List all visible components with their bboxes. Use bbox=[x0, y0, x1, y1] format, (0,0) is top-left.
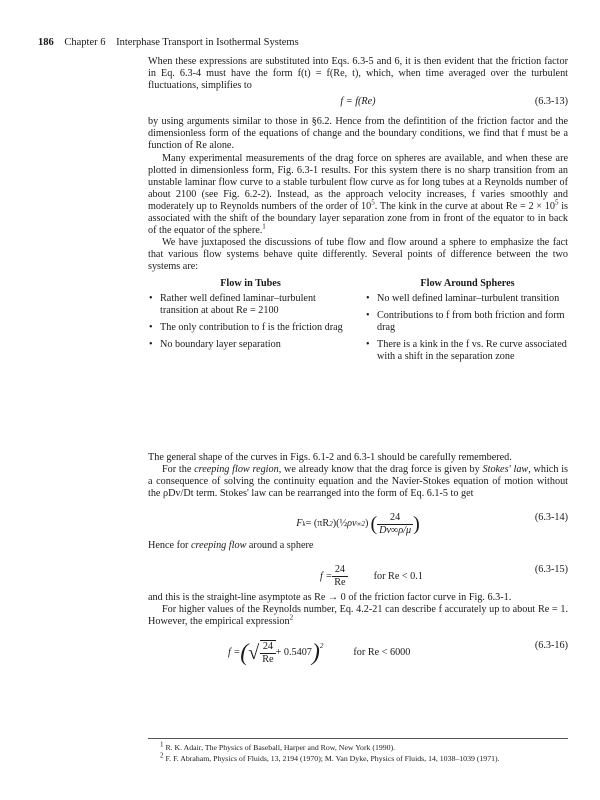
tube-flow-column bbox=[148, 278, 353, 356]
equation-6-3-13 bbox=[148, 92, 568, 116]
footnotes bbox=[160, 740, 570, 764]
chapter-label: Chapter 6 bbox=[64, 37, 106, 48]
sphere-flow-column bbox=[365, 278, 570, 369]
column-heading: Flow in Tubes bbox=[220, 277, 281, 289]
equation-number: (6.3-13) bbox=[534, 96, 568, 108]
footnote-ref-2: 2 bbox=[289, 613, 294, 622]
footnote-ref-1: 1 bbox=[262, 222, 266, 231]
equation-expression: f = f(Re) bbox=[340, 96, 376, 108]
equation-6-3-16 bbox=[148, 628, 568, 668]
page-number: 186 bbox=[38, 37, 54, 48]
paragraph-2: by using arguments similar to those in §6.2. Hence from the defintition of the friction factor and the dimensionless form of the equations of change and the boundary conditions, we find that f must be a function of Re alone. bbox=[148, 116, 568, 152]
paragraph-5: The general shape of the curves in Figs. 6.1-2 and 6.3-1 should be carefully remembered. bbox=[148, 451, 512, 463]
paragraph-1: When these expressions are substituted into Eqs. 6.3-5 and 6, it is then evident that the friction factor in Eq. 6.3-4 must have the form f(t) = f(Re, t), which, when time averaged over the turbulent fluctuations, simplifies to bbox=[148, 56, 568, 92]
paragraph-3: Many experimental measurements of the drag force on spheres are available, and when these are plotted in dimensionless form, Fig. 6.3-1 results. For this system there is no sharp transition from an unstable laminar flow curve to a stable turbulent flow curve as for long tubes at a Reynolds number of about 2100 (see Fig. 6.2-2). Instead, as the approach velocity increases, f varies smoothly and moderately up to Reynolds numbers of the order of $10^5$. The kink in the curve at about $Re = 2 \times 10^5$ is associated with the shift of the boundary layer separation zone from in front of the equator to in back of the equator of the sphere.$^1$ bbox=[148, 152, 569, 237]
equation-number: (6.3-16) bbox=[534, 640, 568, 652]
column-heading: Flow Around Spheres bbox=[420, 277, 515, 289]
footnote-1: $^1$ R. K. Adair, The Physics of Baseball, Harper and Row, New York (1990). bbox=[160, 740, 396, 752]
paragraph-6: For the creeping flow region, we already know that the drag force is given by Stokes' law, which is a consequence of solving the continuity equation and the Navier-Stokes equation of motion without the ρDv/Dt term. Stokes' law can be rearranged into the form of Eq. 6.1-5 to get bbox=[148, 463, 568, 499]
equation-6-3-15 bbox=[148, 552, 568, 592]
paragraph-9: For higher values of the Reynolds number, Eq. 4.2-21 can describe f accurately up to about Re = 1. However, the empirical expression$^2$ bbox=[148, 604, 568, 628]
running-header bbox=[38, 37, 299, 48]
list-item: • There is a kink in the f vs. Re curve associated with a shift in the separation zone bbox=[365, 339, 570, 363]
comparison-table bbox=[148, 278, 568, 452]
equation-expression: F k = (πR 2 )( ½ ρv ∞ 2 ) ( 24 Dv∞ρ/μ ) bbox=[296, 511, 420, 536]
list-item: • The only contribution to f is the friction drag bbox=[148, 322, 353, 334]
footnote-divider bbox=[148, 738, 568, 739]
list-item: • Contributions to f from both friction and form drag bbox=[365, 310, 570, 334]
footnote-2: $^2$ F. F. Abraham, Physics of Fluids, 13, 2194 (1970); M. Van Dyke, Physics of Fluids, 14, 1038–1039 (1971). bbox=[160, 750, 500, 763]
paragraph-7: Hence for creeping flow around a sphere bbox=[148, 539, 314, 551]
list-item: • No well defined laminar–turbulent transition bbox=[365, 293, 570, 305]
equation-number: (6.3-14) bbox=[534, 511, 568, 523]
body-text bbox=[148, 56, 568, 668]
equation-6-3-14 bbox=[148, 500, 568, 540]
chapter-title: Interphase Transport in Isothermal Systems bbox=[116, 37, 299, 48]
list-item: • No boundary layer separation bbox=[148, 339, 353, 351]
paragraph-4: We have juxtaposed the discussions of tube flow and flow around a sphere to emphasize the fact that various flow systems behave quite differently. Several points of difference between the two systems are: bbox=[148, 237, 568, 273]
equation-expression: f = $\frac{24}{Re}$ for Re < 0.1 bbox=[320, 563, 423, 589]
equation-number: (6.3-15) bbox=[534, 563, 568, 575]
list-item: • Rather well defined laminar–turbulent transition at about Re = 2100 bbox=[148, 293, 353, 317]
paragraph-8: and this is the straight-line asymptote as Re → 0 of the friction factor curve in Fig. 6.3-1. bbox=[148, 591, 512, 603]
equation-expression: f = ( √ 24 Re + 0.5407 ) 2 for Re < 6000 bbox=[228, 640, 411, 667]
